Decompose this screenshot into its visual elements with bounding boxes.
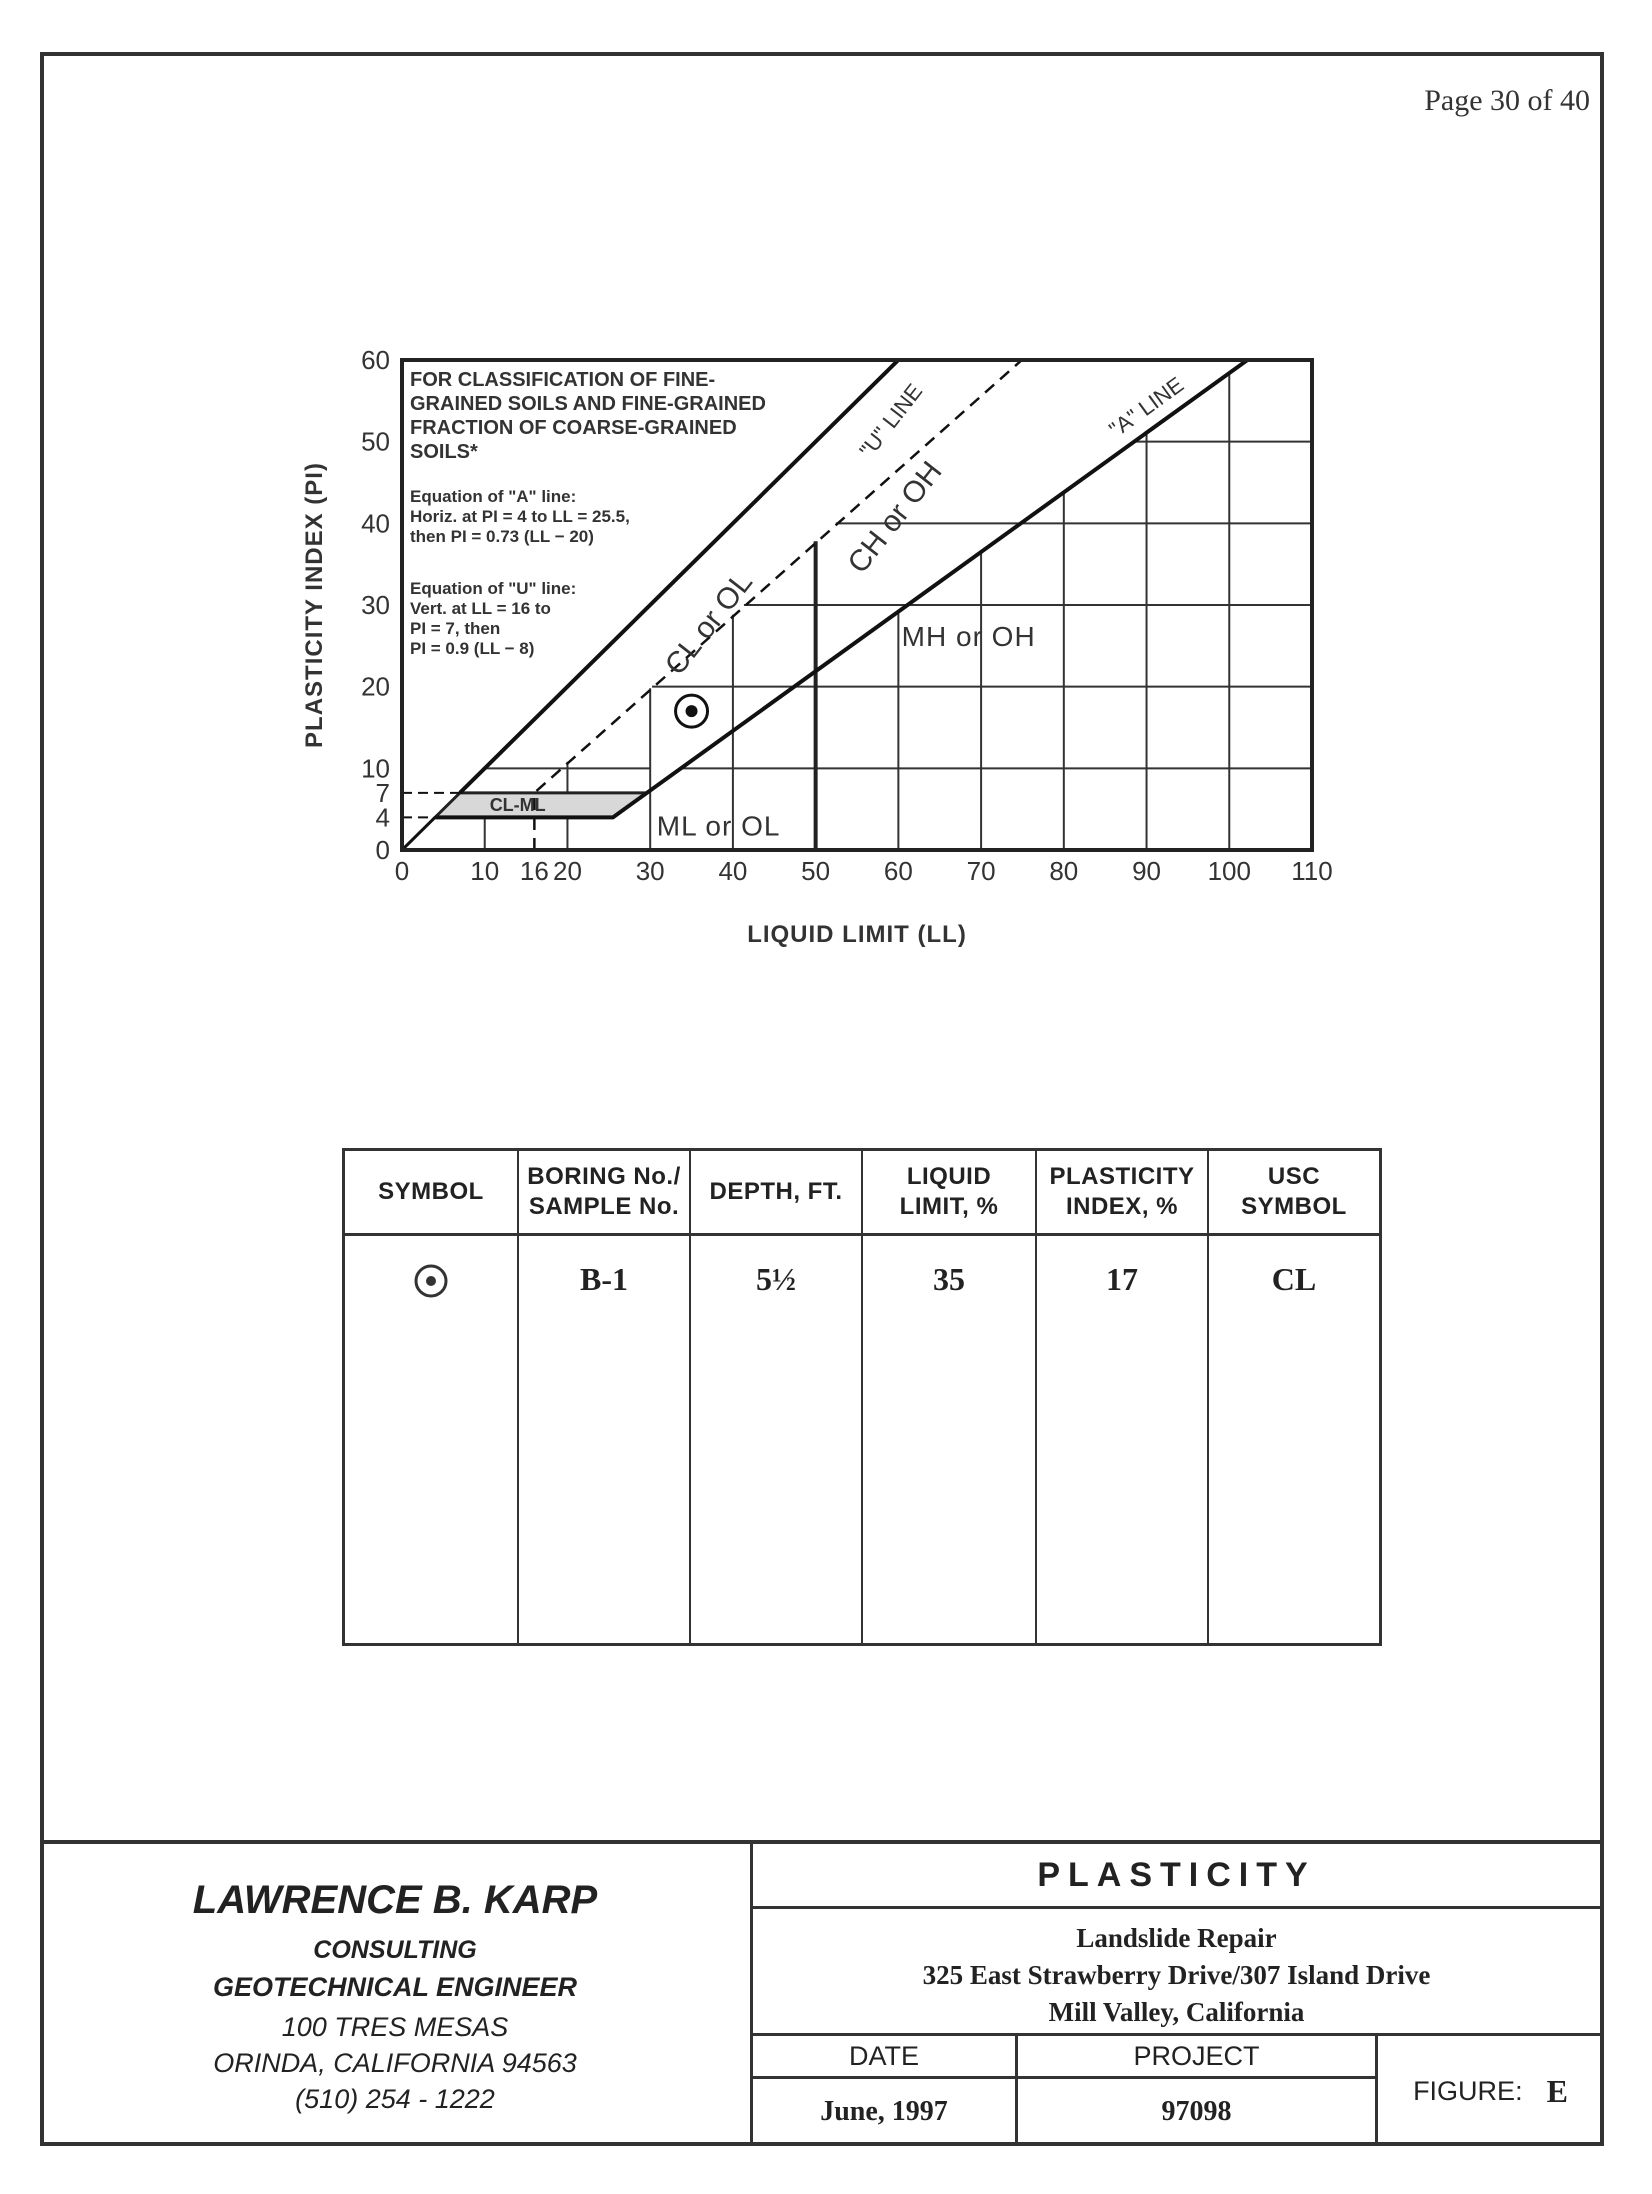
y-tick-label: 60 xyxy=(361,345,390,375)
symbol-column xyxy=(345,1151,519,1643)
x-tick-label: 70 xyxy=(966,856,996,886)
x-tick-label: 20 xyxy=(552,856,582,886)
y-axis-label: PLASTICITY INDEX (PI) xyxy=(301,462,328,748)
figure-label: FIGURE: xyxy=(1413,2075,1523,2106)
depth-cell: 5½ xyxy=(756,1261,796,1297)
header-usc-symbol: USC SYMBOL xyxy=(1209,1151,1379,1236)
chart-svg xyxy=(290,330,1370,970)
zone-label-cl-ml: CL-ML xyxy=(489,794,546,815)
date-value: June, 1997 xyxy=(820,2096,948,2127)
ll-cell: 35 xyxy=(933,1261,965,1297)
project-line: Mill Valley, California xyxy=(1048,1997,1305,2027)
date-box xyxy=(753,2036,1018,2146)
pi-cell: 17 xyxy=(1106,1261,1138,1297)
engineer-phone: (510) 254 - 1222 xyxy=(295,2084,495,2114)
project-number: 97098 xyxy=(1161,2096,1232,2127)
a-line-origin xyxy=(402,817,435,850)
engineer-city: ORINDA, CALIFORNIA 94563 xyxy=(213,2048,577,2078)
engineer-address: 100 TRES MESAS xyxy=(281,2012,509,2042)
u-line-equation: Equation of "U" line: xyxy=(410,579,577,598)
classification-note: FRACTION OF COARSE-GRAINED xyxy=(410,417,737,439)
classification-note: GRAINED SOILS AND FINE-GRAINED xyxy=(410,393,766,415)
y-tick-label: 20 xyxy=(361,671,390,702)
title-block xyxy=(40,1840,1604,2146)
u-line-equation: PI = 7, then xyxy=(410,619,501,638)
u-line-equation: Vert. at LL = 16 to xyxy=(410,599,551,618)
y-tick-label: 10 xyxy=(361,753,390,784)
header-plasticity-index: PLASTICITY INDEX, % xyxy=(1037,1151,1207,1236)
zone-label-ch-oh: CH or OH xyxy=(841,455,949,580)
classification-note: FOR CLASSIFICATION OF FINE- xyxy=(410,369,716,391)
zone-label-cl-ol: CL or OL xyxy=(658,565,760,682)
x-tick-label: 110 xyxy=(1291,856,1333,886)
a-line-label: "A" LINE xyxy=(1104,371,1189,443)
usc-column xyxy=(1209,1151,1379,1643)
x-tick-label: 10 xyxy=(470,856,500,886)
project-description xyxy=(753,1906,1600,2036)
plasticity-chart xyxy=(290,330,1370,975)
engineer-name: LAWRENCE B. KARP xyxy=(192,1878,598,1922)
x-axis-label: LIQUID LIMIT (LL) xyxy=(747,921,967,948)
y-tick-label: 30 xyxy=(361,590,390,620)
x-tick-label: 40 xyxy=(718,856,748,886)
x-tick-label: 100 xyxy=(1207,856,1251,886)
x-tick-label: 0 xyxy=(394,856,410,886)
header-boring: BORING No./ SAMPLE No. xyxy=(519,1151,689,1236)
y-tick-label: 0 xyxy=(375,835,390,865)
page-number: Page 30 of 40 xyxy=(1424,84,1590,117)
pi-column xyxy=(1037,1151,1209,1643)
a-line-equation: Equation of "A" line: xyxy=(410,487,577,506)
engineer-info xyxy=(40,1844,750,2146)
project-line: 325 East Strawberry Drive/307 Island Drive xyxy=(922,1960,1431,1990)
circle-dot-icon xyxy=(411,1261,451,1301)
y-tick-label: 4 xyxy=(375,802,390,833)
project-box xyxy=(1018,2036,1378,2146)
header-symbol: SYMBOL xyxy=(345,1151,517,1236)
drawing-info xyxy=(750,1844,1600,2146)
project-line: Landslide Repair xyxy=(1076,1923,1277,1953)
engineer-line-1: CONSULTING xyxy=(313,1936,477,1964)
a-line-equation: then PI = 0.73 (LL − 20) xyxy=(410,527,594,546)
depth-column xyxy=(691,1151,863,1643)
project-label: PROJECT xyxy=(1018,2036,1375,2079)
zone-label-ml-ol: ML or OL xyxy=(656,810,781,842)
u-line-label: "U" LINE xyxy=(854,378,928,463)
engineer-line-2: GEOTECHNICAL ENGINEER xyxy=(212,1972,578,2002)
u-line-equation: PI = 0.9 (LL − 8) xyxy=(410,639,535,658)
boring-column xyxy=(519,1151,691,1643)
data-point xyxy=(686,705,698,717)
header-liquid-limit: LIQUID LIMIT, % xyxy=(863,1151,1035,1236)
x-tick-label: 90 xyxy=(1132,856,1162,886)
drawing-title: PLASTICITY xyxy=(753,1844,1600,1909)
x-tick-label: 30 xyxy=(635,856,665,886)
ll-column xyxy=(863,1151,1037,1643)
x-tick-label: 60 xyxy=(883,856,913,886)
y-tick-label: 50 xyxy=(361,426,390,457)
x-tick-label: 16 xyxy=(519,856,549,886)
header-depth: DEPTH, FT. xyxy=(691,1151,861,1236)
results-table xyxy=(342,1148,1382,1646)
usc-cell: CL xyxy=(1271,1261,1317,1297)
boring-cell: B-1 xyxy=(580,1261,628,1297)
x-tick-label: 80 xyxy=(1049,856,1079,886)
x-tick-label: 50 xyxy=(801,856,831,886)
classification-note: SOILS* xyxy=(410,441,478,463)
zone-label-mh-oh: MH or OH xyxy=(901,620,1036,652)
date-label: DATE xyxy=(753,2036,1015,2079)
figure-value: E xyxy=(1546,2072,1568,2109)
symbol-cell xyxy=(345,1261,517,1301)
figure-box xyxy=(1378,2036,1603,2146)
a-line-equation: Horiz. at PI = 4 to LL = 25.5, xyxy=(410,507,630,526)
y-tick-label: 40 xyxy=(361,508,390,539)
y-tick-label: 7 xyxy=(375,777,390,808)
